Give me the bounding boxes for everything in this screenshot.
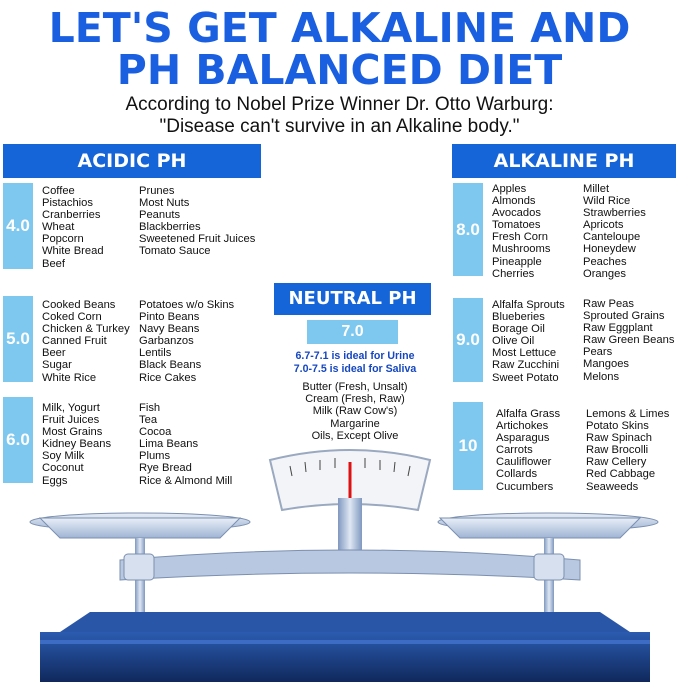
food-item: Blackberries (139, 221, 201, 234)
food-item: Cooked Beans (42, 299, 116, 311)
food-item: Rice Cakes (139, 371, 197, 384)
food-item: Red Cabbage (586, 468, 656, 481)
acidic-4-col1 (42, 185, 104, 270)
food-item: Margarine (330, 417, 380, 430)
acidic-header: ACIDIC PH (3, 144, 261, 178)
food-item: Black Beans (139, 359, 202, 372)
food-item: Kidney Beans (42, 438, 112, 451)
food-item: Raw Green Beans (583, 334, 675, 347)
food-item: Oils, Except Olive (311, 429, 399, 442)
food-item: Carrots (496, 444, 533, 457)
food-item: Most Nuts (139, 197, 190, 210)
acidic-5-col1 (42, 299, 130, 384)
food-item: Coffee (42, 185, 75, 197)
alkaline-ph-9: 9.0 (453, 298, 483, 382)
alkaline-10-col2 (586, 408, 669, 493)
food-item: Asparagus (496, 432, 550, 445)
food-item: Coked Corn (42, 311, 102, 324)
food-item: Beer (42, 347, 66, 360)
food-item: White Rice (42, 371, 97, 384)
food-item: Most Grains (42, 426, 103, 439)
food-item: Fruit Juices (42, 414, 100, 427)
food-item: Navy Beans (139, 323, 200, 336)
alkaline-ph-8: 8.0 (453, 183, 483, 276)
food-item: Raw Spinach (586, 432, 652, 445)
food-item: Canned Fruit (42, 335, 107, 348)
food-item: Potatoes w/o Skins (139, 299, 235, 311)
food-item: Cauliflower (496, 456, 552, 469)
ideal-saliva: 7.0-7.5 is ideal for Saliva (293, 363, 417, 375)
food-item: Milk (Raw Cow's) (312, 405, 398, 418)
alkaline-8-col2 (583, 183, 646, 280)
food-item: Prunes (139, 185, 175, 197)
food-item: Blueberies (492, 311, 545, 324)
food-item: Chicken & Turkey (42, 323, 130, 336)
acidic-6-col2 (139, 402, 232, 487)
food-item: Alfalfa Sprouts (492, 299, 565, 311)
food-item: Most Lettuce (492, 347, 557, 360)
alkaline-header: ALKALINE PH (452, 144, 676, 178)
food-item: Strawberries (583, 207, 646, 220)
alkaline-9-col2 (583, 298, 674, 383)
food-item: Coconut (42, 462, 84, 475)
acidic-4-col2 (139, 185, 255, 258)
food-item: Alfalfa Grass (496, 408, 561, 420)
food-item: Olive Oil (492, 335, 535, 348)
neutral-header: NEUTRAL PH (274, 283, 431, 315)
food-item: Popcorn (42, 233, 84, 246)
food-item: Raw Cellery (586, 456, 647, 469)
alkaline-9-col1 (492, 299, 565, 384)
subtitle-line1: According to Nobel Prize Winner Dr. Otto Warburg: (125, 94, 554, 115)
food-item: Pineapple (492, 255, 542, 268)
food-item: Avocados (492, 207, 541, 220)
neutral-foods (270, 381, 440, 442)
page-title-line2: PH BALANCED DIET (116, 46, 563, 94)
food-item: Tomato Sauce (139, 245, 211, 258)
food-item: Canteloupe (583, 231, 641, 244)
food-item: Milk, Yogurt (42, 402, 100, 414)
food-item: Tea (139, 414, 158, 427)
food-item: Sweetened Fruit Juices (139, 233, 256, 246)
food-item: Oranges (583, 267, 626, 280)
food-item: Wheat (42, 221, 75, 234)
food-item: Eggs (42, 474, 68, 487)
food-item: Borage Oil (492, 323, 545, 336)
subtitle-line2: "Disease can't survive in an Alkaline body." (159, 116, 520, 137)
food-item: Apples (492, 183, 527, 195)
food-item: Cranberries (42, 209, 101, 222)
food-item: Garbanzos (139, 335, 194, 348)
food-item: Rye Bread (139, 462, 192, 475)
food-item: Almonds (492, 195, 536, 208)
food-item: Raw Brocolli (586, 444, 649, 457)
alkaline-8-col1 (492, 183, 550, 280)
food-item: Sugar (42, 359, 72, 372)
food-item: Fresh Corn (492, 231, 548, 244)
food-item: Apricots (583, 219, 624, 232)
food-item: Soy Milk (42, 450, 85, 463)
acidic-5-col2 (139, 299, 234, 384)
food-item: Raw Eggplant (583, 322, 653, 335)
food-item: Raw Zucchini (492, 359, 560, 372)
acidic-ph-5: 5.0 (3, 296, 33, 382)
food-item: Butter (Fresh, Unsalt) (302, 381, 408, 393)
food-item: Tomatoes (492, 219, 541, 232)
food-item: Peaches (583, 255, 627, 268)
food-item: Artichokes (496, 420, 549, 433)
food-item: Peanuts (139, 209, 181, 222)
food-item: Plums (139, 450, 171, 463)
food-item: Melons (583, 370, 620, 383)
food-item: Mushrooms (492, 243, 551, 256)
acidic-6-col1 (42, 402, 111, 487)
food-item: Mangoes (583, 358, 630, 371)
food-item: Cucumbers (496, 480, 554, 493)
food-item: White Bread (42, 245, 104, 258)
food-item: Sprouted Grains (583, 310, 665, 323)
food-item: Honeydew (583, 243, 636, 256)
page-title-line1: LET'S GET ALKALINE AND (48, 4, 631, 52)
food-item: Lemons & Limes (586, 408, 670, 420)
food-item: Pears (583, 346, 613, 359)
food-item: Pistachios (42, 197, 93, 210)
acidic-ph-6: 6.0 (3, 397, 33, 483)
food-item: Cherries (492, 267, 535, 280)
alkaline-10-col1 (496, 408, 560, 493)
acidic-ph-4: 4.0 (3, 183, 33, 269)
food-item: Potato Skins (586, 420, 649, 433)
food-item: Pinto Beans (139, 311, 200, 324)
food-item: Lentils (139, 347, 172, 360)
food-item: Rice & Almond Mill (139, 474, 233, 487)
food-item: Collards (496, 468, 538, 481)
food-item: Beef (42, 257, 66, 270)
food-item: Lima Beans (139, 438, 199, 451)
food-item: Fish (139, 402, 161, 414)
ideal-urine: 6.7-7.1 is ideal for Urine (295, 350, 415, 362)
food-item: Millet (583, 183, 610, 195)
food-item: Cocoa (139, 426, 172, 439)
neutral-ph-value: 7.0 (307, 320, 398, 344)
food-item: Wild Rice (583, 195, 631, 208)
food-item: Raw Peas (583, 298, 634, 310)
food-item: Sweet Potato (492, 371, 559, 384)
food-item: Seaweeds (586, 480, 639, 493)
food-item: Cream (Fresh, Raw) (305, 393, 405, 406)
alkaline-ph-10: 10 (453, 402, 483, 490)
